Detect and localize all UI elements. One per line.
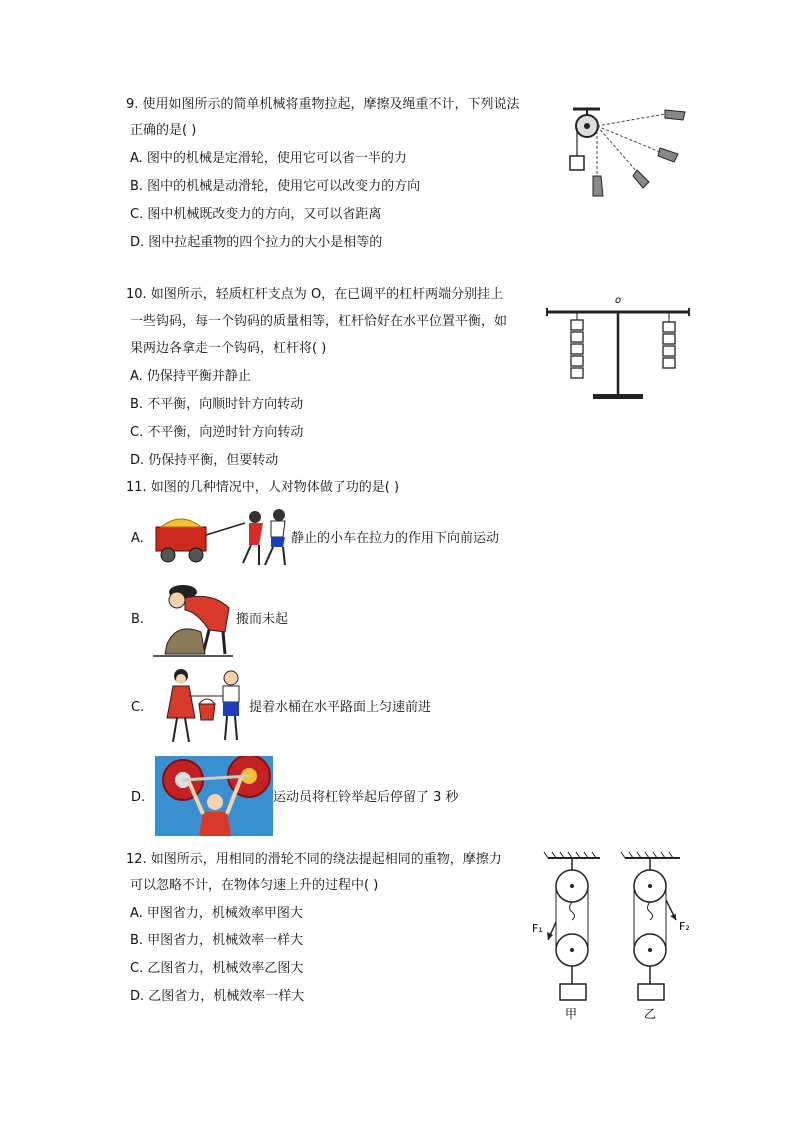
- label-yi: 乙: [644, 1007, 657, 1021]
- boy: [223, 686, 239, 702]
- base: [593, 394, 643, 399]
- force-label-f1: F₁: [532, 922, 543, 935]
- hand-icon: [593, 176, 603, 196]
- pulley-block-right: [621, 852, 690, 1021]
- rock: [165, 629, 205, 654]
- q11-option-a-letter: A.: [131, 531, 144, 546]
- q10-stem-line3: 果两边各拿走一个钩码，杠杆将( ): [130, 341, 327, 356]
- weight-block: [560, 984, 586, 1000]
- q10-stem-line1: 10. 如图所示，轻质杠杆支点为 O，在已调平的杠杆两端分别挂上: [126, 287, 504, 302]
- q12-stem-line2: 可以忽略不计，在物体匀速上升的过程中( ): [130, 878, 379, 893]
- right-hook-weights: [663, 322, 675, 368]
- q9-option-d: D. 图中拉起重物的四个拉力的大小是相等的: [130, 235, 383, 250]
- cart: [156, 527, 206, 551]
- q11-option-c-letter: C.: [131, 700, 145, 715]
- q9-option-a: A. 图中的机械是定滑轮，使用它可以省一半的力: [130, 151, 407, 166]
- cart-pull-image: [153, 505, 293, 571]
- hand-icon: [633, 170, 649, 188]
- hand-icon: [665, 110, 685, 120]
- carry-bucket-image: [153, 666, 249, 746]
- pulley-block-left: [532, 852, 600, 1021]
- q12-stem-line1: 12. 如图所示，用相同的滑轮不同的绕法提起相同的重物，摩擦力: [126, 852, 502, 867]
- bucket: [199, 704, 215, 720]
- girl: [167, 686, 195, 718]
- q9-option-b: B. 图中的机械是动滑轮，使用它可以改变力的方向: [130, 179, 421, 194]
- q9-stem-line2: 正确的是( ): [130, 123, 197, 138]
- weight-block: [570, 156, 584, 170]
- q11-stem: 11. 如图的几种情况中，人对物体做了功的是( ): [126, 480, 400, 495]
- hand-icon: [658, 148, 678, 162]
- q12-option-b: B. 甲图省力，机械效率一样大: [130, 933, 304, 948]
- pivot-label: o: [615, 295, 622, 306]
- q9-stem-line1: 9. 使用如图所示的简单机械将重物拉起，摩擦及绳重不计，下列说法: [126, 97, 520, 112]
- q10-option-d: D. 仍保持平衡，但要转动: [130, 453, 279, 468]
- cart-load: [161, 519, 201, 527]
- q12-option-c: C. 乙图省力，机械效率乙图大: [130, 961, 304, 976]
- fixed-pulley-figure: [565, 104, 695, 204]
- left-hook-weights: [571, 320, 583, 378]
- q10-stem-line2: 一些钩码，每一个钩码的质量相等，杠杆恰好在水平位置平衡，如: [130, 314, 508, 329]
- pulley-block-figure: [530, 850, 695, 1022]
- label-jia: 甲: [565, 1007, 578, 1021]
- q11-option-a-text: 静止的小车在拉力的作用下向前运动: [291, 531, 500, 546]
- q11-option-b-text: 搬而未起: [236, 612, 289, 627]
- force-label-f2: F₂: [679, 920, 690, 933]
- weightlifter-image: [155, 756, 273, 836]
- pull-rope: [206, 523, 245, 535]
- q11-option-d-text: 运动员将杠铃举起后停留了 3 秒: [273, 790, 459, 805]
- q10-option-b: B. 不平衡，向顺时针方向转动: [130, 397, 304, 412]
- q11-option-b-letter: B.: [131, 612, 145, 627]
- lever-figure: [543, 290, 693, 405]
- bent-figure: [185, 596, 229, 632]
- q11-option-d-letter: D.: [131, 790, 146, 805]
- athlete: [199, 812, 231, 836]
- weight-block: [638, 984, 664, 1000]
- q10-option-a: A. 仍保持平衡并静止: [130, 369, 251, 384]
- q12-option-a: A. 甲图省力，机械效率甲图大: [130, 906, 303, 921]
- q9-option-c: C. 图中机械既改变力的方向，又可以省距离: [130, 207, 382, 222]
- q11-option-c-text: 提着水桶在水平路面上匀速前进: [249, 700, 432, 715]
- q10-option-c: C. 不平衡，向逆时针方向转动: [130, 425, 304, 440]
- lift-rock-image: [153, 582, 235, 658]
- q12-option-d: D. 乙图省力，机械效率一样大: [130, 989, 305, 1004]
